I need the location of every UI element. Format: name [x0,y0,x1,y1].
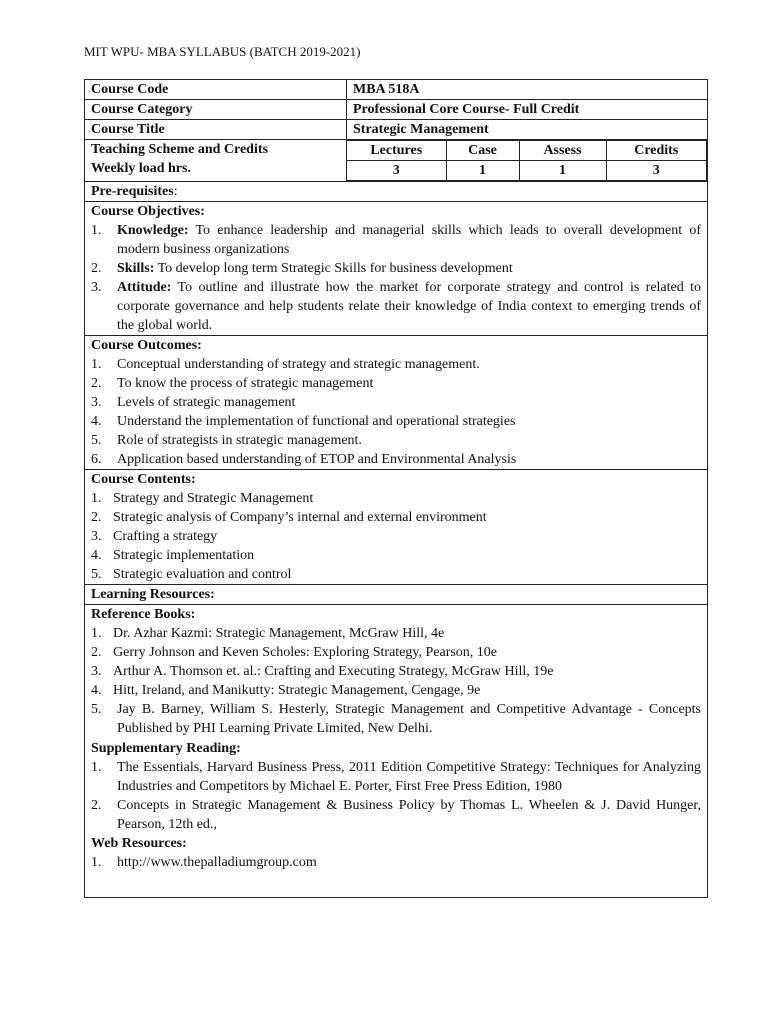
objective-item [91,221,701,259]
outcome-number: 6. [91,452,102,467]
reference-number: 5. [91,702,102,717]
objective-heading: Knowledge: [117,223,189,238]
objectives-list [91,221,701,335]
teaching-scheme-label: Teaching Scheme and Credits [91,142,268,157]
assess-value: 1 [519,161,606,181]
outcome-item [91,374,701,393]
content-item [91,527,701,546]
web-resource-item [91,853,701,872]
content-number: 4. [91,548,102,563]
weekly-load-label: Weekly load hrs. [91,161,191,176]
objective-text: To enhance leadership and managerial skills which leads to overall development of modern business organizations [117,223,701,257]
reference-number: 1. [91,626,102,641]
outcome-text: Application based understanding of ETOP and Environmental Analysis [117,452,517,467]
course-category-value: Professional Core Course- Full Credit [347,100,708,120]
content-item [91,508,701,527]
outcome-number: 5. [91,433,102,448]
supplementary-text: Concepts in Strategic Management & Business Policy by Thomas L. Wheelen & J. David Hunger, Pearson, 12th ed., [117,798,701,832]
contents-row [85,470,708,585]
content-item [91,565,701,584]
content-text: Strategic analysis of Company’s internal and external environment [113,510,487,525]
credits-value: 3 [606,161,707,181]
outcomes-list [91,355,701,469]
outcome-text: Conceptual understanding of strategy and strategic management. [117,357,480,372]
learning-resources-row [85,585,708,605]
reference-text: Dr. Azhar Kazmi: Strategic Management, McGraw Hill, 4e [113,626,445,641]
supplementary-text: The Essentials, Harvard Business Press, 2011 Edition Competitive Strategy: Techniques for Analyzing Industries and Competitors by Michael E. Porter, First Free Press Edition, 1980 [117,760,701,794]
resources-row [85,605,708,898]
reference-number: 3. [91,664,102,679]
contents-cell [85,470,708,585]
objectives-title: Course Objectives: [91,204,205,219]
case-value: 1 [446,161,519,181]
outcome-text: Understand the implementation of functional and operational strategies [117,414,516,429]
course-title-value: Strategic Management [347,120,708,140]
outcome-item [91,412,701,431]
outcome-text: Levels of strategic management [117,395,296,410]
course-code-value: MBA 518A [347,80,708,100]
content-number: 1. [91,491,102,506]
content-item [91,546,701,565]
content-text: Strategy and Strategic Management [113,491,314,506]
web-resources-list [91,853,701,872]
teaching-scheme-labels [85,140,347,182]
objective-number: 2. [91,261,102,276]
reference-item [91,681,701,700]
content-number: 5. [91,567,102,582]
outcome-item [91,393,701,412]
reference-number: 4. [91,683,102,698]
content-text: Crafting a strategy [113,529,218,544]
teaching-scheme-row [85,140,708,182]
outcome-text: Role of strategists in strategic management. [117,433,362,448]
contents-list [91,489,701,584]
reference-books-title: Reference Books: [91,607,196,622]
syllabus-table [84,79,708,898]
content-text: Strategic implementation [113,548,255,563]
reference-number: 2. [91,645,102,660]
supplementary-number: 1. [91,760,102,775]
web-resource-number: 1. [91,855,102,870]
credits-header: Credits [606,141,707,161]
supplementary-item [91,758,701,796]
course-title-label: Course Title [85,120,347,140]
course-code-row [85,80,708,100]
outcome-text: To know the process of strategic management [117,376,374,391]
outcome-number: 2. [91,376,102,391]
content-number: 3. [91,529,102,544]
objectives-cell [85,202,708,336]
web-resource-link[interactable]: http://www.thepalladiumgroup.com [117,855,317,870]
prerequisites-cell [85,182,708,202]
outcomes-row [85,336,708,470]
objective-heading: Attitude: [117,280,172,295]
reference-text: Hitt, Ireland, and Manikutty: Strategic Management, Cengage, 9e [113,683,481,698]
reference-item [91,624,701,643]
content-item [91,489,701,508]
reference-text: Gerry Johnson and Keven Scholes: Exploring Strategy, Pearson, 10e [113,645,498,660]
prerequisites-colon: : [173,184,178,199]
outcomes-cell [85,336,708,470]
reference-item [91,643,701,662]
contents-title: Course Contents: [91,472,196,487]
reference-item [91,700,701,739]
supplementary-title: Supplementary Reading: [91,741,241,756]
resources-cell [85,605,708,898]
objective-item [91,278,701,335]
objective-text: To outline and illustrate how the market for corporate strategy and control is related to corporate governance and help students relate their knowledge of India context to emerging trends of the global world. [117,280,701,333]
outcome-number: 4. [91,414,102,429]
lectures-header: Lectures [347,141,446,161]
course-code-label: Course Code [85,80,347,100]
objective-heading: Skills: [117,261,155,276]
course-category-row [85,100,708,120]
prerequisites-label: Pre-requisites [91,184,174,199]
outcome-item [91,355,701,374]
objective-number: 1. [91,223,102,238]
supplementary-item [91,796,701,834]
outcome-number: 1. [91,357,102,372]
outcome-number: 3. [91,395,102,410]
outcome-item [91,431,701,450]
learning-resources-title: Learning Resources: [85,585,708,605]
teaching-scheme-grid [347,140,708,182]
reference-text: Arthur A. Thomson et. al.: Crafting and Executing Strategy, McGraw Hill, 19e [113,664,554,679]
assess-header: Assess [519,141,606,161]
objectives-row [85,202,708,336]
objective-number: 3. [91,280,102,295]
page-header: MIT WPU- MBA SYLLABUS (BATCH 2019-2021) [84,44,361,59]
credits-table [347,140,707,181]
supplementary-number: 2. [91,798,102,813]
web-resources-title: Web Resources: [91,836,187,851]
course-title-row [85,120,708,140]
reference-item [91,662,701,681]
objective-text: To develop long term Strategic Skills for business development [154,261,513,276]
lectures-value: 3 [347,161,446,181]
reference-text: Jay B. Barney, William S. Hesterly, Strategic Management and Competitive Advantage - Concepts Published by PHI Learning Private Limited, New Delhi. [117,702,701,736]
case-header: Case [446,141,519,161]
course-category-label: Course Category [85,100,347,120]
content-text: Strategic evaluation and control [113,567,292,582]
prerequisites-row [85,182,708,202]
objective-item [91,259,701,278]
reference-books-list [91,624,701,739]
outcome-item [91,450,701,469]
outcomes-title: Course Outcomes: [91,338,202,353]
content-number: 2. [91,510,102,525]
supplementary-list [91,758,701,834]
